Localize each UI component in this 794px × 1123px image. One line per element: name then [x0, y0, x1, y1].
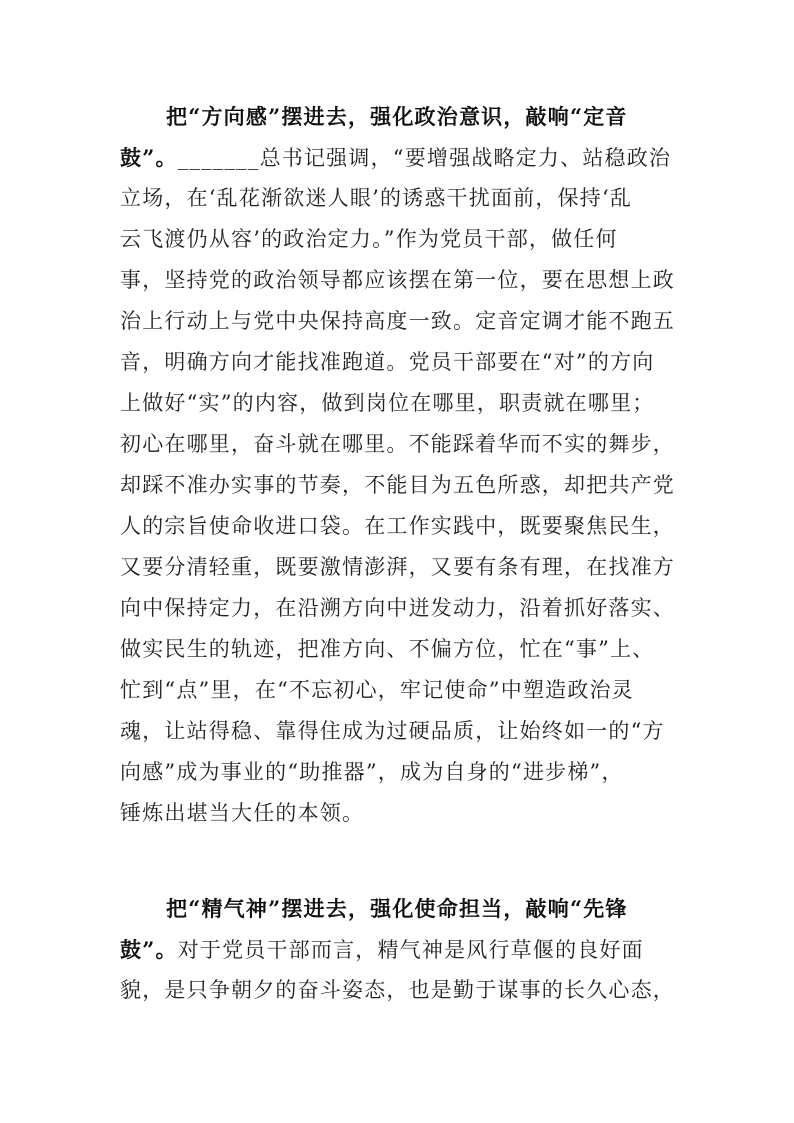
paragraph-line: 又要分清轻重，既要激情澎湃，又要有条有理，在找准方 [120, 555, 675, 579]
paragraph-line [120, 137, 680, 178]
paragraph-direction [120, 96, 680, 834]
paragraph-line: 却踩不准办实事的节奏，不能目为五色所惑，却把共产党 [120, 473, 675, 497]
paragraph-line: 云飞渡仍从容’的政治定力。”作为党员干部，做任何 [120, 227, 618, 251]
paragraph-line [120, 929, 680, 970]
paragraph-line: 初心在哪里，奋斗就在哪里。不能踩着华而不实的舞步， [120, 432, 675, 456]
paragraph-line: 向感”成为事业的“助推器”，成为自身的“进步梯”， [120, 760, 624, 784]
paragraph-line: 事，坚持党的政治领导都应该摆在第一位，要在思想上政 [120, 268, 675, 292]
paragraph-text: 对于党员干部而言，精气神是风行草偃的良好面 [177, 938, 644, 962]
paragraph-line: 立场，在‘乱花渐欲迷人眼’的诱惑干扰面前，保持‘乱 [120, 186, 633, 210]
paragraph-line: 魂，让站得稳、靠得住成为过硬品质，让始终如一的“方 [120, 719, 665, 743]
paragraph-line: 人的宗旨使命收进口袋。在工作实践中，既要聚焦民生， [120, 514, 675, 538]
paragraph-heading-line: 把“精气神”摆进去，强化使命担当，敲响“先锋 [166, 896, 628, 921]
paragraph-line: 忙到“点”里，在“不忘初心，牢记使命”中塑造政治灵 [120, 678, 634, 702]
paragraph-line: 貌，是只争朝夕的奋斗姿态，也是勤于谋事的长久心态， [120, 978, 675, 1002]
paragraph-line: 音，明确方向才能找准跑道。党员干部要在“对”的方向 [120, 350, 655, 374]
paragraph-text: _______总书记强调，“要增强战略定力、站稳政治 [177, 146, 672, 170]
paragraph-heading-line: 把“方向感”摆进去，强化政治意识，敲响“定音 [166, 104, 628, 129]
paragraph-line: 上做好“实”的内容，做到岗位在哪里，职责就在哪里； [120, 391, 655, 415]
paragraph-spirit [120, 888, 680, 1011]
paragraph-heading-line: 鼓”。 [120, 145, 178, 170]
paragraph-heading-line: 鼓”。 [120, 937, 178, 962]
paragraph-line: 治上行动上与党中央保持高度一致。定音定调才能不跑五 [120, 309, 675, 333]
paragraph-line: 锤炼出堪当大任的本领。 [120, 801, 365, 825]
paragraph-line: 向中保持定力，在沿溯方向中迸发动力，沿着抓好落实、 [120, 596, 675, 620]
paragraph-line: 做实民生的轨迹，把准方向、不偏方位，忙在“事”上、 [120, 637, 655, 661]
